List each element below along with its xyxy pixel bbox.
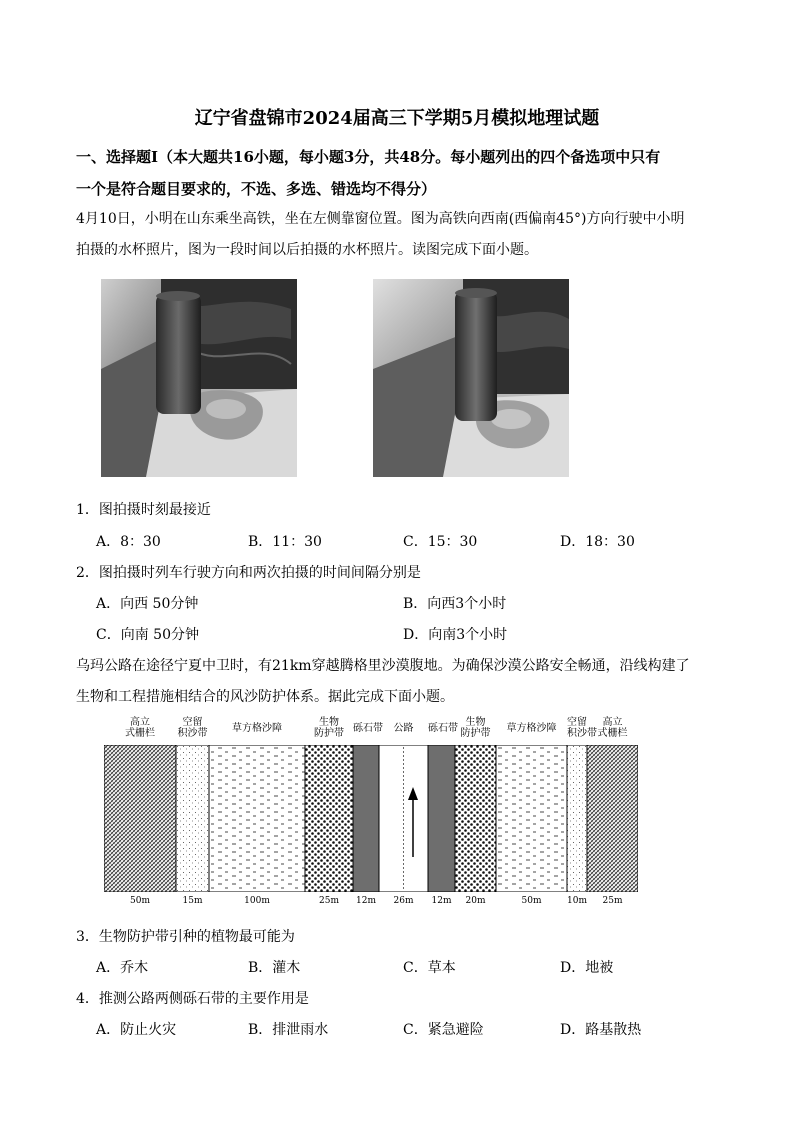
passage1-line1: 4月10日，小明在山东乘坐高铁，坐在左侧靠窗位置。图为高铁向西南(西偏南45°)方向行驶中小明 [76, 211, 685, 227]
q3-option-a[interactable]: A．乔木 [96, 960, 149, 976]
q4-option-c[interactable]: C．紧急避险 [403, 1022, 484, 1038]
cross-section-strip [104, 745, 638, 892]
label-sand-belt-left: 空留 积沙带 [177, 717, 208, 739]
q3-option-c[interactable]: C．草本 [403, 960, 456, 976]
passage2-line1: 乌玛公路在途径宁夏中卫时，有21km穿越腾格里沙漠腹地。为确保沙漠公路安全畅通，沿线构建了 [76, 658, 690, 674]
width-fence-left: 50m [130, 896, 150, 906]
section-heading-line1: 一、选择题Ⅰ（本大题共16小题，每小题3分，共48分。每小题列出的四个备选项中只有 [76, 148, 661, 166]
q3-stem: 3．生物防护带引种的植物最可能为 [76, 929, 295, 945]
cup-photo-1 [101, 279, 297, 477]
q1-stem: 1．图拍摄时刻最接近 [76, 502, 211, 518]
label-gravel-right: 砾石带 [428, 723, 458, 734]
width-fence-right: 25m [602, 896, 623, 906]
width-sand-belt-right: 10m [567, 896, 587, 906]
q1-option-c[interactable]: C．15：30 [403, 534, 478, 550]
label-road: 公路 [393, 723, 414, 734]
q4-stem: 4．推测公路两侧砾石带的主要作用是 [76, 991, 309, 1007]
label-sand-belt-right: 空留 积沙带 [567, 717, 597, 739]
label-bio-belt-right: 生物 防护带 [460, 717, 491, 739]
q2-stem: 2．图拍摄时列车行驶方向和两次拍摄的时间间隔分别是 [76, 565, 421, 581]
section-heading-line2: 一个是符合题目要求的，不选、多选、错选均不得分） [76, 180, 437, 198]
width-gravel-right: 12m [431, 896, 452, 906]
q2-option-a[interactable]: A．向西 50分钟 [96, 596, 199, 612]
label-bio-belt-left: 生物 防护带 [314, 717, 344, 739]
q1-option-d[interactable]: D．18：30 [560, 534, 635, 550]
q4-option-d[interactable]: D．路基散热 [560, 1022, 642, 1038]
q3-option-b[interactable]: B．灌木 [248, 960, 301, 976]
q4-option-b[interactable]: B．排泄雨水 [248, 1022, 329, 1038]
width-bio-belt-left: 25m [319, 896, 339, 906]
q2-option-d[interactable]: D．向南3个小时 [403, 627, 508, 643]
label-grass-grid-left: 草方格沙障 [232, 723, 282, 734]
q2-option-b[interactable]: B．向西3个小时 [403, 596, 507, 612]
q2-option-c[interactable]: C．向南 50分钟 [96, 627, 199, 643]
width-bio-belt-right: 20m [465, 896, 486, 906]
width-grass-grid-right: 50m [521, 896, 542, 906]
q1-option-b[interactable]: B．11：30 [248, 534, 322, 550]
label-fence-left: 高立 式栅栏 [125, 717, 155, 739]
width-grass-grid-left: 100m [244, 896, 270, 906]
q1-option-a[interactable]: A．8：30 [96, 534, 161, 550]
label-fence-right: 高立 式栅栏 [597, 717, 628, 739]
width-sand-belt-left: 15m [182, 896, 203, 906]
q3-option-d[interactable]: D．地被 [560, 960, 614, 976]
label-grass-grid-right: 草方格沙障 [506, 723, 557, 734]
q4-option-a[interactable]: A．防止火灾 [96, 1022, 177, 1038]
cup-photo-2 [373, 279, 569, 477]
passage1-line2: 拍摄的水杯照片，图为一段时间以后拍摄的水杯照片。读图完成下面小题。 [76, 242, 538, 258]
label-gravel-left: 砾石带 [353, 723, 383, 734]
width-gravel-left: 12m [356, 896, 376, 906]
width-road: 26m [393, 896, 414, 906]
page-title: 辽宁省盘锦市2024届高三下学期5月模拟地理试题 [194, 108, 600, 129]
passage2-line2: 生物和工程措施相结合的风沙防护体系。据此完成下面小题。 [76, 689, 454, 705]
